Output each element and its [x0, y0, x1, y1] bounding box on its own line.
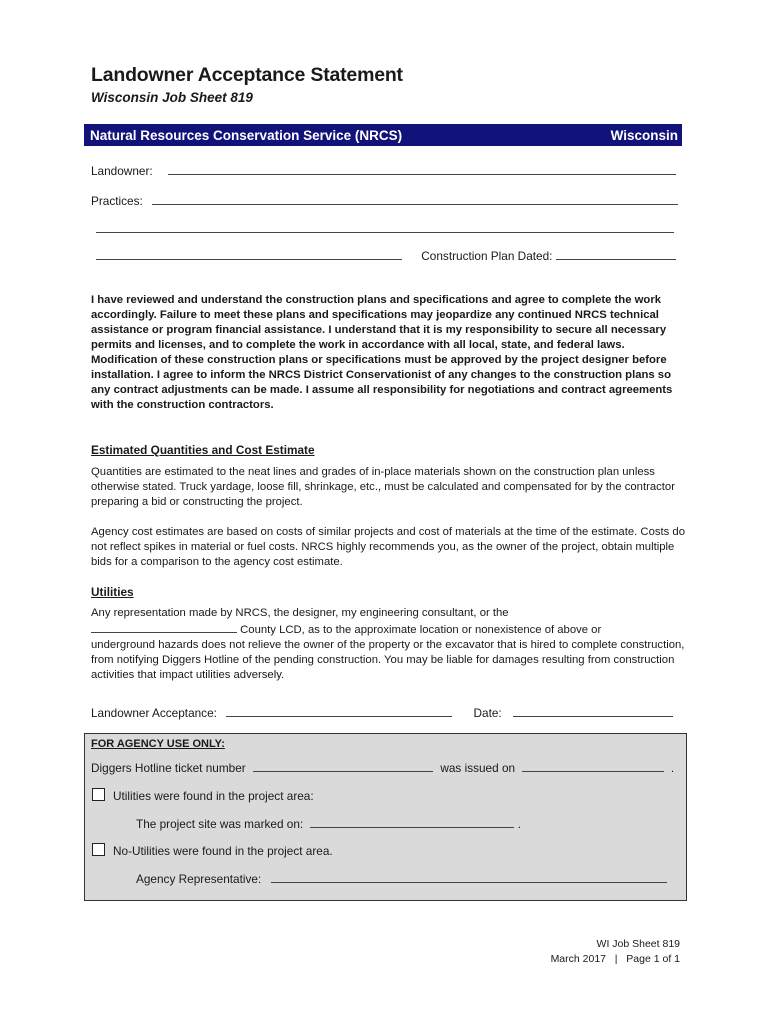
- ticket-row-period: .: [667, 761, 675, 775]
- utilities-found-label: Utilities were found in the project area:: [113, 789, 314, 803]
- utilities-rest: underground hazards does not relieve the owner of the property or the excavator that is hired to complete construction, from notifying Diggers Hotline of the pending construction. You may be liable for damages resulting from construction activities that impact utilities adversely.: [91, 639, 685, 681]
- agency-name: Natural Resources Conservation Service (NRCS): [90, 127, 403, 143]
- acceptance-statement: I have reviewed and understand the construction plans and specifications and agree to complete the work accordingly. Failure to meet these plans and specifications may jeopardize any continued NRCS technical assistance or program financial assistance. I understand that it is my responsibility to secure all necessary permits and licenses, and to complete the work in accordance with all local, state, and federal laws. Modification of these construction plans or specifications must be approved by the project designer before installation. I agree to inform the NRCS District Conservationist of any changes to the construction plans so any contract adjustments can be made. I assume all responsibility for negotiations and contract agreements with the construction contractors.: [91, 294, 673, 411]
- footer-date-page: [551, 952, 680, 967]
- ticket-number-field[interactable]: [253, 760, 433, 772]
- footer-date: March 2017: [550, 953, 607, 965]
- page-footer: [551, 937, 680, 967]
- plan-row: [96, 248, 676, 263]
- agency-use-heading: FOR AGENCY USE ONLY:: [91, 738, 225, 750]
- landowner-label: Landowner:: [91, 164, 153, 178]
- plan-dated-label: Construction Plan Dated:: [421, 249, 553, 263]
- ticket-label: Diggers Hotline ticket number: [91, 761, 246, 775]
- practices-field-line3[interactable]: [96, 248, 402, 260]
- utilities-found-checkbox[interactable]: [92, 788, 105, 801]
- utilities-line-2-text: County LCD, as to the approximate location or nonexistence of above or: [240, 624, 602, 636]
- issued-label: was issued on: [440, 761, 516, 775]
- practices-field-line2[interactable]: [96, 221, 674, 233]
- site-marked-row: [136, 816, 521, 831]
- footer-separator: |: [614, 953, 618, 965]
- cost-section-heading: Estimated Quantities and Cost Estimate: [91, 443, 315, 457]
- cost-paragraph-2: Agency cost estimates are based on costs of similar projects and cost of materials at the time of the estimate. Costs do not reflect spikes in material or fuel costs. NRCS highly recommends you, as the owner of the project, obtain multiple bids for a comparison to the agency cost estimate.: [91, 526, 685, 568]
- utilities-paragraph: [91, 606, 687, 683]
- utilities-heading: Utilities: [91, 585, 134, 599]
- practices-label: Practices:: [91, 194, 143, 208]
- utilities-line-1: Any representation made by NRCS, the designer, my engineering consultant, or the: [91, 607, 509, 619]
- no-utilities-label: No-Utilities were found in the project area.: [113, 844, 333, 858]
- agency-rep-label: Agency Representative:: [136, 872, 262, 886]
- utilities-found-row: [92, 788, 314, 803]
- no-utilities-checkbox[interactable]: [92, 843, 105, 856]
- agency-use-box: [84, 733, 687, 901]
- agency-rep-field[interactable]: [271, 871, 667, 883]
- date-field[interactable]: [513, 705, 673, 717]
- county-field[interactable]: [91, 621, 237, 633]
- agency-banner: [84, 124, 682, 146]
- landowner-acceptance-label: Landowner Acceptance:: [91, 706, 217, 720]
- site-marked-date-field[interactable]: [310, 816, 514, 828]
- practices-continued-row: [96, 221, 674, 236]
- page-title: Landowner Acceptance Statement: [91, 64, 403, 86]
- date-label: Date:: [473, 706, 502, 720]
- site-marked-period: .: [517, 817, 522, 831]
- issued-date-field[interactable]: [522, 760, 664, 772]
- state-name: Wisconsin: [610, 127, 678, 143]
- practices-row: [91, 193, 678, 208]
- landowner-signature-field[interactable]: [226, 705, 452, 717]
- utilities-line-2: [91, 621, 687, 638]
- plan-dated-field[interactable]: [556, 248, 676, 260]
- footer-page-number: Page 1 of 1: [626, 953, 680, 965]
- page-subtitle: Wisconsin Job Sheet 819: [91, 90, 253, 105]
- site-marked-label: The project site was marked on:: [136, 817, 304, 831]
- landowner-row: [91, 163, 676, 178]
- landowner-field[interactable]: [168, 163, 676, 175]
- landowner-acceptance-row: [91, 705, 673, 720]
- cost-paragraph-1: Quantities are estimated to the neat lines and grades of in-place materials shown on the construction plan unless otherwise stated. Truck yardage, loose fill, shrinkage, etc., must be calculated and compensated for by the contractor preparing a bid or constructing the project.: [91, 466, 675, 508]
- footer-job-sheet: WI Job Sheet 819: [596, 938, 680, 950]
- practices-field[interactable]: [152, 193, 678, 205]
- ticket-row: [91, 760, 674, 775]
- no-utilities-row: [92, 843, 333, 858]
- agency-rep-row: [136, 871, 667, 886]
